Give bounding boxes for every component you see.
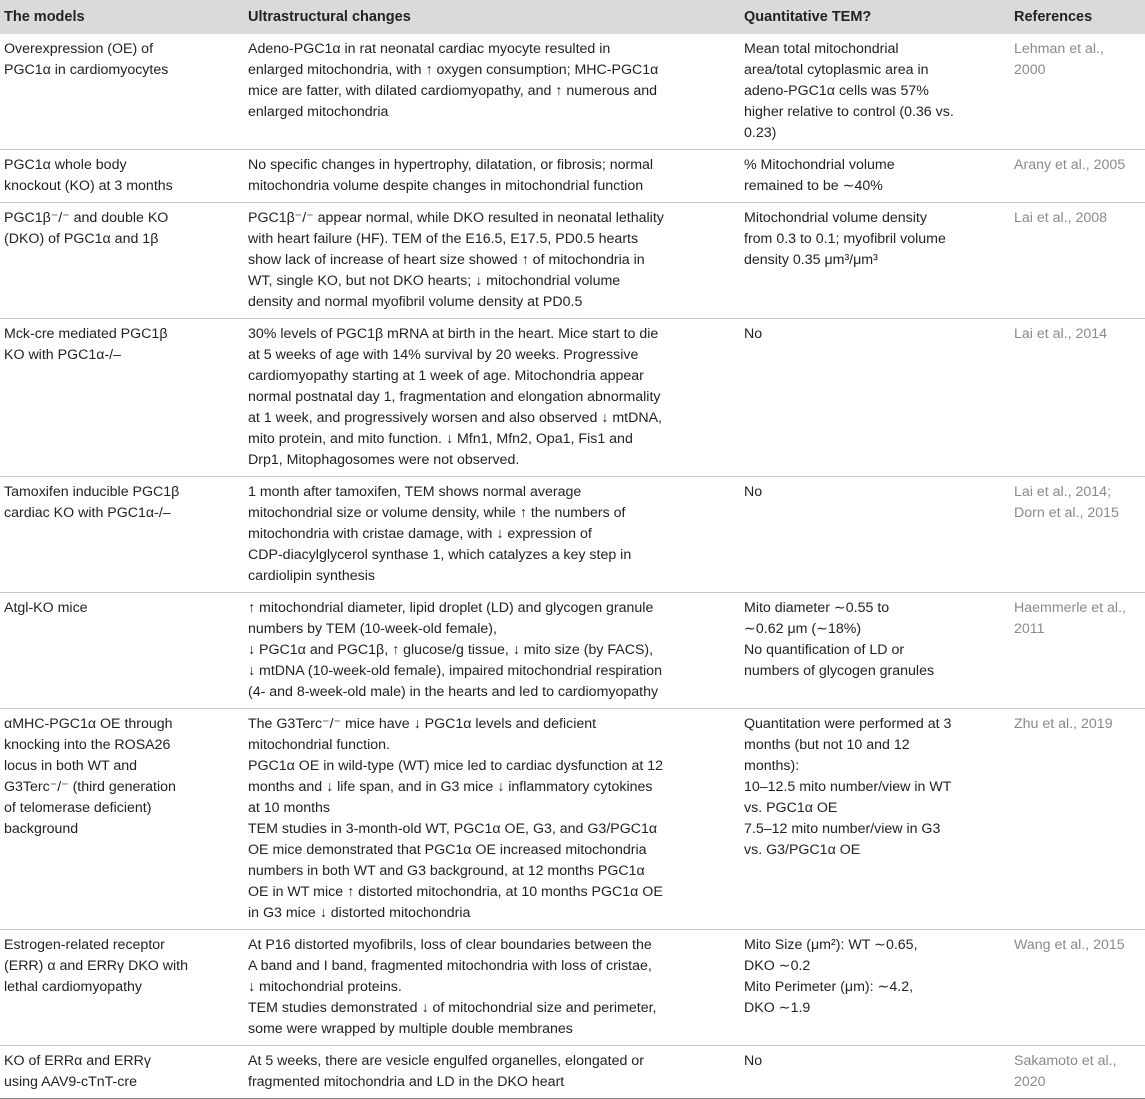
reference-cell-line: Wang et al., 2015 (1014, 937, 1125, 953)
changes-cell-line: A band and I band, fragmented mitochondria with loss of cristae, (248, 958, 652, 974)
model-cell-line: (ERR) α and ERRγ DKO with (4, 958, 189, 974)
quantitative-tem-cell-line: Quantitation were performed at 3 (744, 716, 952, 732)
quantitative-tem-cell (740, 150, 1010, 203)
quantitative-tem-cell (740, 319, 1010, 477)
model-cell (0, 930, 244, 1046)
model-cell (0, 477, 244, 593)
changes-cell-line: TEM studies demonstrated ↓ of mitochondrial size and perimeter, (248, 1000, 657, 1016)
changes-cell-line: ↓ PGC1α and PGC1β, ↑ glucose/g tissue, ↓ mito size (by FACS), (248, 642, 654, 658)
quantitative-tem-cell (740, 34, 1010, 150)
changes-cell-line: enlarged mitochondria, with ↑ oxygen consumption; MHC-PGC1α (248, 62, 659, 78)
quantitative-tem-cell-line: 7.5–12 mito number/view in G3 (744, 821, 941, 837)
reference-cell-line: Haemmerle et al., (1014, 600, 1126, 616)
table-row (0, 709, 1145, 930)
quantitative-tem-cell-line: Mito Size (μm²): WT ∼0.65, (744, 937, 918, 953)
quantitative-tem-cell-line: 0.23) (744, 125, 777, 141)
model-cell (0, 593, 244, 709)
model-cell-line: knockout (KO) at 3 months (4, 178, 173, 194)
model-cell-line: lethal cardiomyopathy (4, 979, 143, 995)
quantitative-tem-cell-line: 10–12.5 mito number/view in WT (744, 779, 952, 795)
reference-cell[interactable] (1010, 477, 1145, 593)
changes-cell-line: ↓ mitochondrial proteins. (248, 979, 402, 995)
model-cell-line: PGC1α whole body (4, 157, 127, 173)
model-cell-line: using AAV9-cTnT-cre (4, 1074, 137, 1090)
changes-cell-line: OE in WT mice ↑ distorted mitochondria, at 10 months PGC1α OE (248, 884, 663, 900)
header-ultrastructural-changes: Ultrastructural changes (244, 0, 740, 34)
table-row (0, 319, 1145, 477)
changes-cell-line: in G3 mice ↓ distorted mitochondria (248, 905, 471, 921)
changes-cell (244, 477, 740, 593)
reference-cell[interactable] (1010, 930, 1145, 1046)
quantitative-tem-cell-line: from 0.3 to 0.1; myofibril volume (744, 231, 946, 247)
model-cell-line: PGC1β⁻/⁻ and double KO (4, 210, 169, 226)
quantitative-tem-cell-line: Mito Perimeter (μm): ∼4.2, (744, 979, 914, 995)
changes-cell-line: mice are fatter, with dilated cardiomyopathy, and ↑ numerous and (248, 83, 658, 99)
model-cell-line: Atgl-KO mice (4, 600, 88, 616)
quantitative-tem-cell-line: DKO ∼1.9 (744, 1000, 811, 1016)
quantitative-tem-cell-line: Mito diameter ∼0.55 to (744, 600, 890, 616)
quantitative-tem-cell-line: numbers of glycogen granules (744, 663, 935, 679)
changes-cell-line: mitochondria volume despite changes in mitochondrial function (248, 178, 644, 194)
quantitative-tem-cell (740, 593, 1010, 709)
table-row (0, 593, 1145, 709)
changes-cell-line: at 10 months (248, 800, 331, 816)
changes-cell-line: WT, single KO, but not DKO hearts; ↓ mitochondrial volume (248, 273, 621, 289)
quantitative-tem-cell-line: remained to be ∼40% (744, 178, 883, 194)
changes-cell-line: PGC1α OE in wild-type (WT) mice led to cardiac dysfunction at 12 (248, 758, 664, 774)
quantitative-tem-cell (740, 477, 1010, 593)
changes-cell (244, 709, 740, 930)
quantitative-tem-cell-line: vs. G3/PGC1α OE (744, 842, 861, 858)
changes-cell-line: mitochondrial size or volume density, while ↑ the numbers of (248, 505, 626, 521)
model-cell (0, 34, 244, 150)
model-cell (0, 150, 244, 203)
model-cell-line: PGC1α in cardiomyocytes (4, 62, 169, 78)
reference-cell[interactable] (1010, 319, 1145, 477)
quantitative-tem-cell-line: vs. PGC1α OE (744, 800, 838, 816)
reference-cell-line: 2020 (1014, 1074, 1046, 1090)
changes-cell (244, 1046, 740, 1099)
model-cell-line: (DKO) of PGC1α and 1β (4, 231, 159, 247)
quantitative-tem-cell-line: No (744, 326, 763, 342)
changes-cell-line: Drp1, Mitophagosomes were not observed. (248, 452, 520, 468)
changes-cell-line: mito protein, and mito function. ↓ Mfn1, Mfn2, Opa1, Fis1 and (248, 431, 633, 447)
model-cell-line: Mck-cre mediated PGC1β (4, 326, 168, 342)
reference-cell-line: 2011 (1014, 621, 1045, 637)
quantitative-tem-cell-line: area/total cytoplasmic area in (744, 62, 929, 78)
changes-cell-line: cardiomyopathy starting at 1 week of age. Mitochondria appear (248, 368, 644, 384)
model-cell-line: locus in both WT and (4, 758, 138, 774)
quantitative-tem-cell-line: density 0.35 μm³/μm³ (744, 252, 878, 268)
model-cell-line: Overexpression (OE) of (4, 41, 154, 57)
header-row (0, 0, 1145, 34)
table-row (0, 477, 1145, 593)
changes-cell-line: normal postnatal day 1, fragmentation and elongation abnormality (248, 389, 661, 405)
reference-cell-line: Dorn et al., 2015 (1014, 505, 1119, 521)
changes-cell-line: show lack of increase of heart size showed ↑ of mitochondria in (248, 252, 645, 268)
changes-cell-line: numbers by TEM (10-week-old female), (248, 621, 497, 637)
changes-cell-line: fragmented mitochondria and LD in the DKO heart (248, 1074, 565, 1090)
reference-cell[interactable] (1010, 34, 1145, 150)
reference-cell[interactable] (1010, 150, 1145, 203)
changes-cell-line: some were wrapped by multiple double membranes (248, 1021, 573, 1037)
changes-cell-line: months and ↓ life span, and in G3 mice ↓ inflammatory cytokines (248, 779, 653, 795)
reference-cell-line: Lai et al., 2014; (1014, 484, 1112, 500)
quantitative-tem-cell-line: months): (744, 758, 800, 774)
quantitative-tem-cell (740, 203, 1010, 319)
quantitative-tem-cell-line: No (744, 484, 763, 500)
header-references: References (1010, 0, 1145, 34)
quantitative-tem-cell-line: Mitochondrial volume density (744, 210, 927, 226)
model-cell-line: KO of ERRα and ERRγ (4, 1053, 151, 1069)
quantitative-tem-cell-line: months (but not 10 and 12 (744, 737, 910, 753)
changes-cell-line: at 1 week, and progressively worsen and also observed ↓ mtDNA, (248, 410, 663, 426)
changes-cell-line: density and normal myofibril volume density at PD0.5 (248, 294, 583, 310)
table-row (0, 203, 1145, 319)
model-cell-line: αMHC-PGC1α OE through (4, 716, 173, 732)
changes-cell-line: at 5 weeks of age with 14% survival by 20 weeks. Progressive (248, 347, 639, 363)
changes-cell-line: enlarged mitochondria (248, 104, 389, 120)
quantitative-tem-cell-line: DKO ∼0.2 (744, 958, 811, 974)
changes-cell-line: with heart failure (HF). TEM of the E16.5, E17.5, PD0.5 hearts (248, 231, 639, 247)
quantitative-tem-cell-line: Mean total mitochondrial (744, 41, 899, 57)
reference-cell-line: Zhu et al., 2019 (1014, 716, 1113, 732)
changes-cell-line: mitochondria with cristae damage, with ↓ expression of (248, 526, 592, 542)
changes-cell-line: mitochondrial function. (248, 737, 390, 753)
model-cell-line: background (4, 821, 79, 837)
model-cell-line: Tamoxifen inducible PGC1β (4, 484, 180, 500)
quantitative-tem-cell-line: % Mitochondrial volume (744, 157, 895, 173)
reference-cell[interactable] (1010, 203, 1145, 319)
reference-cell[interactable] (1010, 1046, 1145, 1099)
changes-cell (244, 930, 740, 1046)
quantitative-tem-cell (740, 1046, 1010, 1099)
model-cell (0, 319, 244, 477)
changes-cell-line: cardiolipin synthesis (248, 568, 375, 584)
header-quantitative-tem: Quantitative TEM? (740, 0, 1010, 34)
changes-cell-line: Adeno-PGC1α in rat neonatal cardiac myocyte resulted in (248, 41, 611, 57)
changes-cell-line: ↑ mitochondrial diameter, lipid droplet (LD) and glycogen granule (248, 600, 654, 616)
model-cell-line: Estrogen-related receptor (4, 937, 165, 953)
changes-cell-line: At P16 distorted myofibrils, loss of clear boundaries between the (248, 937, 652, 953)
changes-cell-line: (4- and 8-week-old male) in the hearts and led to cardiomyopathy (248, 684, 659, 700)
changes-cell-line: TEM studies in 3-month-old WT, PGC1α OE, G3, and G3/PGC1α (248, 821, 658, 837)
changes-cell-line: The G3Terc⁻/⁻ mice have ↓ PGC1α levels and deficient (248, 716, 597, 732)
model-cell (0, 709, 244, 930)
reference-cell-line: Arany et al., 2005 (1014, 157, 1126, 173)
reference-cell[interactable] (1010, 593, 1145, 709)
changes-cell-line: OE mice demonstrated that PGC1α OE increased mitochondria (248, 842, 647, 858)
header-models: The models (0, 0, 244, 34)
quantitative-tem-cell (740, 930, 1010, 1046)
reference-cell-line: Lehman et al., (1014, 41, 1104, 57)
changes-cell-line: 30% levels of PGC1β mRNA at birth in the heart. Mice start to die (248, 326, 659, 342)
model-cell-line: G3Terc⁻/⁻ (third generation (4, 779, 176, 795)
quantitative-tem-cell-line: No (744, 1053, 763, 1069)
model-cell-line: knocking into the ROSA26 (4, 737, 171, 753)
changes-cell-line: ↓ mtDNA (10-week-old female), impaired mitochondrial respiration (248, 663, 662, 679)
quantitative-tem-cell-line: higher relative to control (0.36 vs. (744, 104, 954, 120)
reference-cell-line: Lai et al., 2008 (1014, 210, 1108, 226)
reference-cell[interactable] (1010, 709, 1145, 930)
changes-cell-line: At 5 weeks, there are vesicle engulfed organelles, elongated or (248, 1053, 644, 1069)
table-row (0, 930, 1145, 1046)
reference-cell-line: Sakamoto et al., (1014, 1053, 1117, 1069)
changes-cell-line: 1 month after tamoxifen, TEM shows normal average (248, 484, 582, 500)
reference-cell-line: 2000 (1014, 62, 1046, 78)
model-cell-line: of telomerase deficient) (4, 800, 152, 816)
table-row (0, 1046, 1145, 1099)
changes-cell (244, 150, 740, 203)
quantitative-tem-cell-line: No quantification of LD or (744, 642, 905, 658)
changes-cell (244, 203, 740, 319)
changes-cell-line: numbers in both WT and G3 background, at 12 months PGC1α (248, 863, 645, 879)
quantitative-tem-cell-line: ∼0.62 μm (∼18%) (744, 621, 862, 637)
quantitative-tem-cell (740, 709, 1010, 930)
changes-cell-line: No specific changes in hypertrophy, dilatation, or fibrosis; normal (248, 157, 654, 173)
changes-cell (244, 319, 740, 477)
model-cell-line: cardiac KO with PGC1α-/– (4, 505, 171, 521)
changes-cell (244, 34, 740, 150)
changes-cell-line: PGC1β⁻/⁻ appear normal, while DKO resulted in neonatal lethality (248, 210, 664, 226)
table-row (0, 34, 1145, 150)
model-cell (0, 203, 244, 319)
table-row (0, 150, 1145, 203)
quantitative-tem-cell-line: adeno-PGC1α cells was 57% (744, 83, 929, 99)
changes-cell (244, 593, 740, 709)
model-cell (0, 1046, 244, 1099)
changes-cell-line: CDP-diacylglycerol synthase 1, which catalyzes a key step in (248, 547, 632, 563)
model-cell-line: KO with PGC1α-/– (4, 347, 122, 363)
reference-cell-line: Lai et al., 2014 (1014, 326, 1108, 342)
